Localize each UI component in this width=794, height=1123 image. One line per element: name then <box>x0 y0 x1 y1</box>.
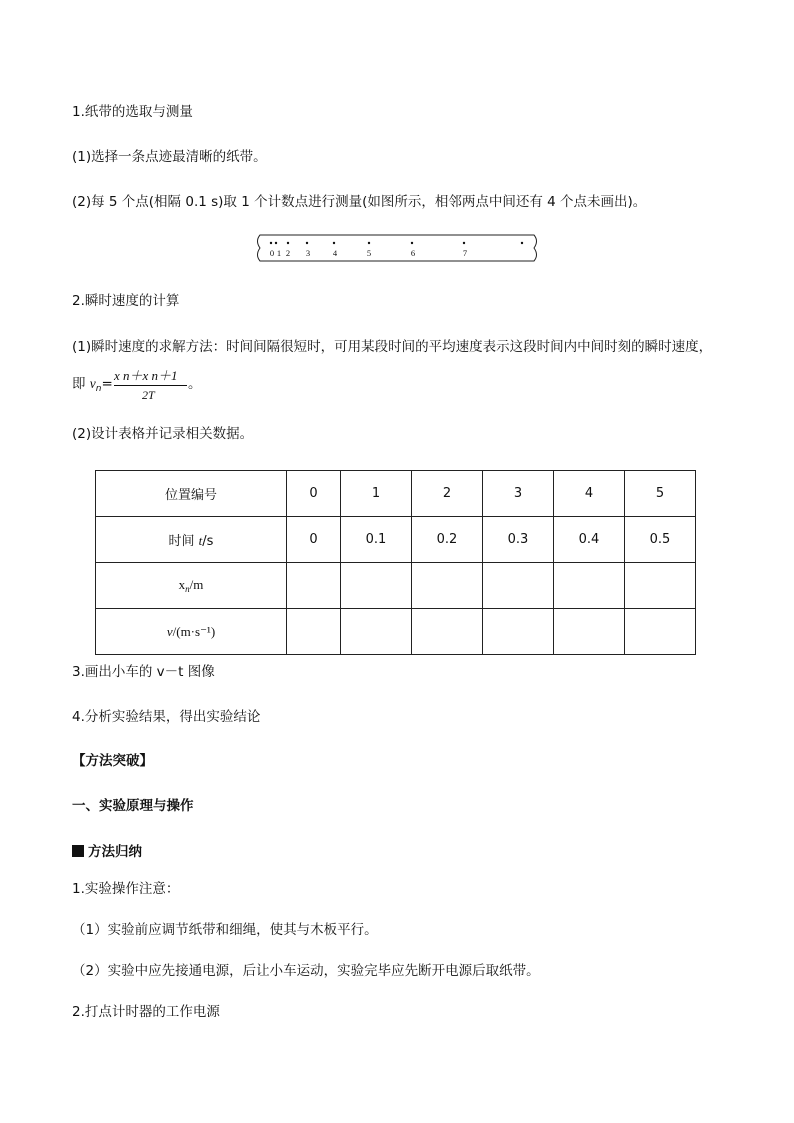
row-header-time: 时间 t/s <box>96 517 287 563</box>
position-cell: 2 <box>412 471 483 517</box>
method-item-1: 1.实验操作注意： <box>72 881 180 897</box>
time-cell: 0 <box>287 517 341 563</box>
tape-label-7: 7 <box>462 248 468 258</box>
fraction-numerator: x n＋x n＋1 <box>114 368 178 383</box>
method-item-1b: （2）实验中应先接通电源，后让小车运动，实验完毕应先断开电源后取纸带。 <box>72 963 540 979</box>
tape-label-3: 3 <box>305 248 311 258</box>
time-cell: 0.4 <box>554 517 625 563</box>
section-1-item-2: (2)每 5 个点(相隔 0.1 s)取 1 个计数点进行测量(如图所示，相邻两点中间还有 4 个点未画出)。 <box>72 194 647 210</box>
position-cell: 3 <box>483 471 554 517</box>
tape-dot <box>287 242 289 244</box>
paper-tape-figure <box>252 233 542 267</box>
formula-equals: = <box>101 376 113 392</box>
empty-cell <box>287 563 341 609</box>
tape-dot <box>306 242 308 244</box>
table-row-position <box>96 471 696 517</box>
tape-label-1: 1 <box>276 248 282 258</box>
data-table <box>95 470 696 655</box>
fraction-bar <box>114 385 187 386</box>
empty-cell <box>554 609 625 655</box>
row-header-position: 位置编号 <box>96 471 287 517</box>
formula-prefix: 即 <box>72 376 90 392</box>
time-cell: 0.2 <box>412 517 483 563</box>
row-header-velocity: v/(m·s⁻¹) <box>96 609 287 655</box>
method-summary-heading: 方法归纳 <box>72 843 142 861</box>
tape-dot <box>333 242 335 244</box>
paper-tape-svg <box>252 233 542 263</box>
empty-cell <box>341 563 412 609</box>
section-1-item-1: (1)选择一条点迹最清晰的纸带。 <box>72 149 267 165</box>
empty-cell <box>341 609 412 655</box>
position-cell: 4 <box>554 471 625 517</box>
empty-cell <box>554 563 625 609</box>
table-row-displacement <box>96 563 696 609</box>
formula-v: v <box>89 376 96 391</box>
tape-dot <box>270 242 272 244</box>
tape-label-0: 0 <box>269 248 275 258</box>
method-item-2: 2.打点计时器的工作电源 <box>72 1004 220 1020</box>
formula-line <box>72 375 113 398</box>
section-4-title: 4.分析实验结果，得出实验结论 <box>72 709 261 725</box>
tape-dot <box>368 242 370 244</box>
tape-dot <box>411 242 413 244</box>
time-cell: 0.3 <box>483 517 554 563</box>
tape-dot <box>275 242 277 244</box>
empty-cell <box>625 563 696 609</box>
section-2-item-2: (2)设计表格并记录相关数据。 <box>72 426 254 442</box>
tape-label-6: 6 <box>410 248 416 258</box>
section-2-title: 2.瞬时速度的计算 <box>72 293 180 309</box>
table-row-velocity <box>96 609 696 655</box>
formula-v-sub: n <box>95 384 102 394</box>
section-1-title: 1.纸带的选取与测量 <box>72 104 193 120</box>
method-item-1a: （1）实验前应调节纸带和细绳，使其与木板平行。 <box>72 922 378 938</box>
empty-cell <box>412 563 483 609</box>
empty-cell <box>625 609 696 655</box>
time-cell: 0.5 <box>625 517 696 563</box>
table-row-time <box>96 517 696 563</box>
empty-cell <box>483 563 554 609</box>
part-1-title: 一、实验原理与操作 <box>72 798 194 814</box>
empty-cell <box>412 609 483 655</box>
tape-label-4: 4 <box>332 248 338 258</box>
tape-label-2: 2 <box>285 248 291 258</box>
method-header: 【方法突破】 <box>72 753 153 769</box>
position-cell: 5 <box>625 471 696 517</box>
row-header-displacement: $x_n/m$ <box>96 563 287 609</box>
section-3-title: 3.画出小车的 v－t 图像 <box>72 664 215 680</box>
tape-label-5: 5 <box>366 248 372 258</box>
section-2-item-1: (1)瞬时速度的求解方法：时间间隔很短时，可用某段时间的平均速度表示这段时间内中间时刻的瞬时速度， <box>72 339 713 355</box>
fraction-denominator: 2T <box>142 388 155 402</box>
square-bullet-icon <box>72 845 84 857</box>
empty-cell <box>287 609 341 655</box>
position-cell: 0 <box>287 471 341 517</box>
tape-dot <box>463 242 465 244</box>
empty-cell <box>483 609 554 655</box>
formula-period: 。 <box>188 376 202 392</box>
time-cell: 0.1 <box>341 517 412 563</box>
position-cell: 1 <box>341 471 412 517</box>
tape-dot <box>521 242 523 244</box>
